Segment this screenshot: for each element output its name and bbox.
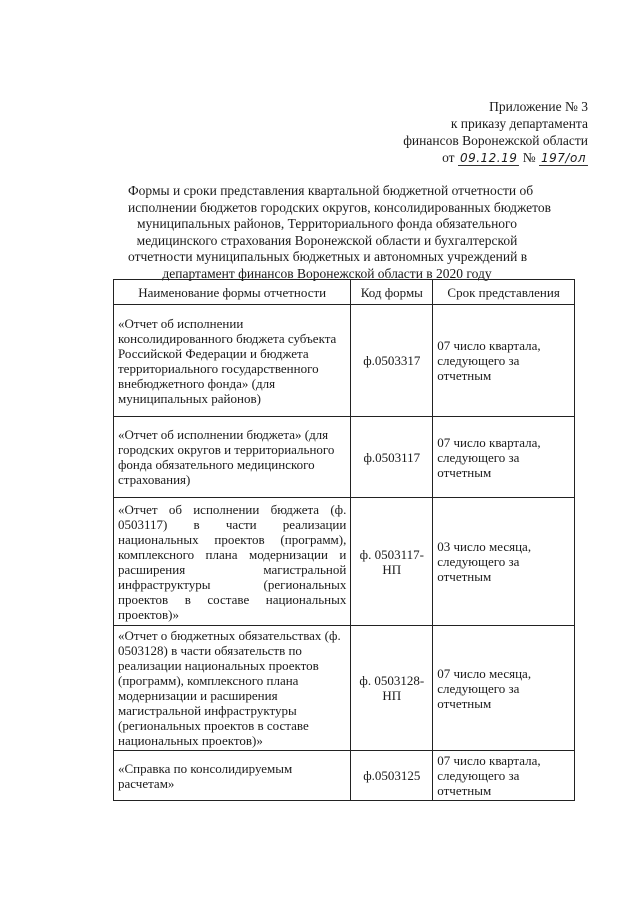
appendix-header: [328, 98, 588, 167]
form-name-cell: «Справка по консолидируемым расчетам»: [114, 751, 351, 801]
appendix-number: Приложение № 3: [489, 99, 588, 114]
table-row: [114, 417, 575, 498]
header-deadline: Срок представления: [433, 280, 575, 305]
appendix-order-ref: к приказу департамента: [450, 116, 588, 131]
form-name-cell: «Отчет об исполнении бюджета (ф. 0503117) в части реализации национальных проектов (программ), комплексного плана модернизации и расширения магистральной инфраструктуры (региональных проектов в составе национальных проектов)»: [114, 498, 351, 626]
table-row: [114, 751, 575, 801]
handwritten-date: 09.12.19: [459, 151, 518, 165]
form-name-cell: «Отчет о бюджетных обязательствах (ф. 0503128) в части обязательств по реализации национальных проектов (программ), комплексного плана модернизации и расширения магистральной инфраструктуры (региональных проектов в составе национальных проектов)»: [114, 626, 351, 751]
form-code-cell: ф.0503317: [351, 305, 433, 417]
appendix-date-line: [328, 149, 588, 167]
reporting-forms-table: [113, 279, 575, 801]
deadline-cell: 03 число месяца, следующего за отчетным: [433, 498, 575, 626]
handwritten-number: 197/ол: [541, 151, 586, 165]
deadline-cell: 07 число квартала, следующего за отчетным: [433, 751, 575, 801]
form-code-cell: ф. 0503128-НП: [351, 626, 433, 751]
title-line: департамент финансов Воронежской области в 2020 году: [162, 265, 492, 281]
form-code-cell: ф.0503125: [351, 751, 433, 801]
document-title: [128, 183, 551, 282]
title-line: Формы и сроки представления квартальной бюджетной отчетности об: [128, 183, 534, 198]
date-prefix: от: [442, 150, 455, 165]
header-form-name: Наименование формы отчетности: [114, 280, 351, 305]
title-line: исполнении бюджетов городских округов, консолидированных бюджетов: [128, 199, 551, 215]
deadline-cell: 07 число квартала, следующего за отчетным: [433, 305, 575, 417]
table-row: [114, 626, 575, 751]
number-prefix: №: [522, 150, 536, 165]
form-code-cell: ф. 0503117-НП: [351, 498, 433, 626]
form-code-cell: ф.0503117: [351, 417, 433, 498]
appendix-department: финансов Воронежской области: [403, 133, 588, 148]
title-line: медицинского страхования Воронежской области и бухгалтерской: [136, 232, 518, 248]
title-line: отчетности муниципальных бюджетных и автономных учреждений в: [128, 249, 528, 264]
title-line: муниципальных районов, Территориального фонда обязательного: [137, 216, 517, 231]
table-row: [114, 305, 575, 417]
deadline-cell: 07 число квартала, следующего за отчетным: [433, 417, 575, 498]
form-name-cell: «Отчет об исполнении консолидированного бюджета субъекта Российской Федерации и бюджета территориального государственного внебюджетного фонда» (для муниципальных районов): [114, 305, 351, 417]
form-name-cell: «Отчет об исполнении бюджета» (для городских округов и территориального фонда обязательного медицинского страхования): [114, 417, 351, 498]
table-row: [114, 498, 575, 626]
header-form-code: Код формы: [351, 280, 433, 305]
deadline-cell: 07 число месяца, следующего за отчетным: [433, 626, 575, 751]
table-header-row: [114, 280, 575, 305]
